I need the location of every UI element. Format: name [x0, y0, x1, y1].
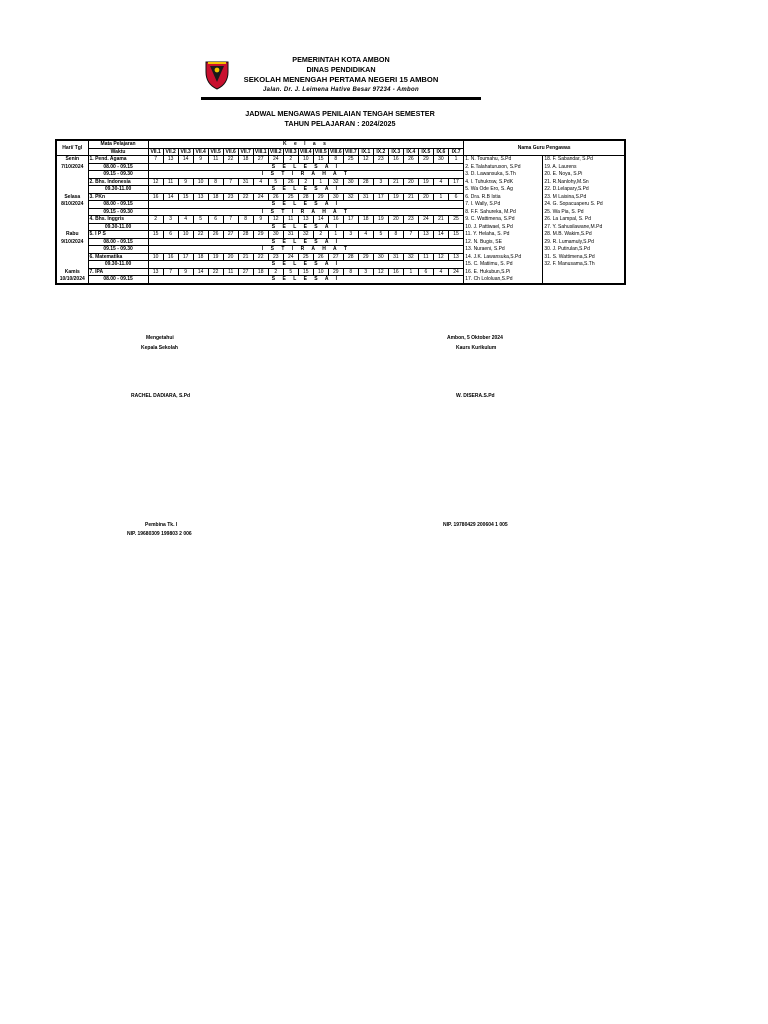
- table-row: [56, 193, 625, 201]
- supervisor-number: 26: [283, 178, 298, 186]
- supervisor-number: 1: [433, 193, 448, 201]
- signature-right-nip: NIP. 19780429 200604 1 005: [443, 522, 508, 528]
- supervisor-number: 8: [238, 216, 253, 224]
- time-cell: 08.00 - 09.15: [88, 238, 148, 246]
- class-header: IX.2: [373, 148, 388, 156]
- header-teachers: Nama Guru Pengawas: [464, 140, 625, 156]
- supervisor-number: 13: [193, 193, 208, 201]
- teacher-left: 16. E. Hukubun,S.Pi: [464, 268, 543, 276]
- day-cell: [56, 208, 88, 216]
- table-row: [56, 231, 625, 239]
- class-header: VIII.3: [284, 148, 297, 155]
- supervisor-number: 22: [253, 253, 268, 261]
- time-cell: 09.15 - 09.30: [88, 171, 148, 179]
- supervisor-number: 11: [223, 268, 238, 276]
- supervisor-number: 5: [373, 231, 388, 239]
- supervisor-number: 7: [403, 231, 418, 239]
- class-header: VII.1: [148, 148, 163, 156]
- supervisor-number: 15: [178, 193, 193, 201]
- supervisor-number: 29: [418, 156, 433, 164]
- supervisor-number: 15: [313, 156, 328, 164]
- teacher-left: 5. Wa Ode Ero, S. Ag: [464, 186, 543, 194]
- supervisor-number: 24: [283, 253, 298, 261]
- supervisor-number: 18: [193, 253, 208, 261]
- supervisor-number: 6: [448, 193, 463, 201]
- supervisor-number: 23: [223, 193, 238, 201]
- day-cell: 9/10/2024: [56, 238, 88, 246]
- supervisor-number: 11: [418, 253, 433, 261]
- teacher-left: 14. J.K. Lawansuka,S.Pd: [464, 253, 543, 261]
- table-header-row: [56, 140, 625, 148]
- teacher-left: 6. Dra. R.B Istia: [464, 193, 543, 201]
- class-header: IX.7: [448, 148, 463, 156]
- supervisor-number: 4: [358, 231, 373, 239]
- supervisor-number: 26: [313, 253, 328, 261]
- class-header: VIII.4: [299, 148, 312, 155]
- day-cell: [56, 223, 88, 231]
- teacher-left: 9. C. Wattimena, S.Pd: [464, 216, 543, 224]
- header-kelas: K e l a s: [148, 140, 464, 148]
- teacher-left: 7. I. Wally, S.Pd: [464, 201, 543, 209]
- supervisor-number: 12: [358, 156, 373, 164]
- teacher-right: 30. J. Putirulan,S.Pd: [543, 246, 625, 254]
- table-row: [56, 171, 625, 179]
- supervisor-number: 10: [178, 231, 193, 239]
- class-header: VIII.1: [254, 148, 267, 155]
- subject-cell: 6. Matematika: [88, 253, 148, 261]
- supervisor-number: 4: [433, 268, 448, 276]
- supervisor-number: 28: [298, 193, 313, 201]
- signature-left-caption1: Mengetahui: [146, 335, 174, 341]
- supervisor-number: 2: [148, 216, 163, 224]
- teacher-left: 13. Nuraeni, S.Pd: [464, 246, 543, 254]
- supervisor-number: 23: [403, 216, 418, 224]
- supervisor-number: 32: [328, 178, 343, 186]
- supervisor-number: 7: [223, 216, 238, 224]
- supervisor-number: 6: [208, 216, 223, 224]
- signature-right-place-date: Ambon, 5 Oktober 2024: [447, 335, 503, 341]
- table-row: [56, 223, 625, 231]
- header-time: Waktu: [88, 148, 148, 156]
- teacher-left: 1. N. Toumahu, S.Pd: [464, 156, 543, 164]
- time-cell: 09.30-11.00: [88, 186, 148, 194]
- teacher-right: [543, 276, 625, 284]
- supervisor-number: 18: [358, 216, 373, 224]
- supervisor-number: 8: [328, 156, 343, 164]
- teacher-right: 25. Wa Pia, S. Pd: [543, 208, 625, 216]
- supervisor-number: 19: [418, 178, 433, 186]
- teacher-right: 32. F. Manusama,S.Th: [543, 261, 625, 269]
- teacher-right: 22. D.Lelapary,S.Pd: [543, 186, 625, 194]
- table-row: [56, 268, 625, 276]
- letterhead-school: SEKOLAH MENENGAH PERTAMA NEGERI 15 AMBON: [243, 75, 439, 84]
- status-note: S E L E S A I: [148, 276, 464, 284]
- schedule-table: [55, 139, 626, 285]
- supervisor-number: 16: [388, 156, 403, 164]
- class-header: VII.2: [163, 148, 178, 156]
- supervisor-number: 2: [298, 178, 313, 186]
- signature-left-nip: NIP. 19680309 199803 2 006: [127, 531, 192, 537]
- table-row: [56, 261, 625, 269]
- table-row: [56, 186, 625, 194]
- supervisor-number: 21: [388, 178, 403, 186]
- supervisor-number: 21: [238, 253, 253, 261]
- supervisor-number: 1: [328, 231, 343, 239]
- supervisor-number: 19: [208, 253, 223, 261]
- supervisor-number: 25: [283, 193, 298, 201]
- supervisor-number: 15: [148, 231, 163, 239]
- supervisor-number: 14: [178, 156, 193, 164]
- supervisor-number: 30: [328, 193, 343, 201]
- table-row: [56, 163, 625, 171]
- class-header: VII.7: [238, 148, 253, 156]
- supervisor-number: 25: [298, 253, 313, 261]
- day-cell: [56, 216, 88, 224]
- status-note: I S T I R A H A T: [148, 208, 464, 216]
- supervisor-number: 13: [298, 216, 313, 224]
- day-cell: Rabu: [56, 231, 88, 239]
- supervisor-number: 7: [223, 178, 238, 186]
- supervisor-number: 8: [208, 178, 223, 186]
- supervisor-number: 27: [238, 268, 253, 276]
- supervisor-number: 9: [193, 156, 208, 164]
- supervisor-number: 23: [268, 253, 283, 261]
- table-row: [56, 238, 625, 246]
- supervisor-number: 4: [433, 178, 448, 186]
- supervisor-number: 17: [448, 178, 463, 186]
- time-cell: 08.00 - 09.15: [88, 201, 148, 209]
- signature-left-caption2: Kepala Sekolah: [141, 345, 178, 351]
- supervisor-number: 14: [313, 216, 328, 224]
- supervisor-number: 32: [343, 193, 358, 201]
- teacher-left: 4. I. Tuhukrsw, S.PdK: [464, 178, 543, 186]
- time-cell: 09.15 - 09.30: [88, 246, 148, 254]
- class-header: VIII.6: [329, 148, 342, 155]
- supervisor-number: 6: [163, 231, 178, 239]
- supervisor-number: 28: [238, 231, 253, 239]
- supervisor-number: 9: [178, 178, 193, 186]
- supervisor-number: 7: [148, 156, 163, 164]
- letterhead-divider: [201, 97, 481, 100]
- supervisor-number: 16: [163, 253, 178, 261]
- supervisor-number: 10: [313, 268, 328, 276]
- supervisor-number: 7: [163, 268, 178, 276]
- day-cell: Senin: [56, 156, 88, 164]
- supervisor-number: 5: [268, 178, 283, 186]
- teacher-left: 15. C. Matiimu, S. Pd: [464, 261, 543, 269]
- supervisor-number: 15: [298, 268, 313, 276]
- day-cell: 10/10/2024: [56, 276, 88, 284]
- supervisor-number: 8: [388, 231, 403, 239]
- status-note: S E L E S A I: [148, 223, 464, 231]
- signature-left-name: RACHEL DADIARA, S.Pd: [131, 393, 191, 399]
- day-cell: [56, 178, 88, 186]
- supervisor-number: 32: [403, 253, 418, 261]
- supervisor-number: 13: [418, 231, 433, 239]
- supervisor-number: 19: [388, 193, 403, 201]
- class-header: IX.5: [418, 148, 433, 156]
- class-header: VIII.2: [269, 148, 282, 155]
- teacher-left: 12. N. Bugis, SE: [464, 238, 543, 246]
- day-cell: [56, 261, 88, 269]
- class-header: VII.3: [178, 148, 193, 156]
- table-row: [56, 156, 625, 164]
- class-header: IX.3: [388, 148, 403, 156]
- table-row: [56, 216, 625, 224]
- supervisor-number: 30: [343, 178, 358, 186]
- teacher-right: [543, 268, 625, 276]
- day-cell: [56, 171, 88, 179]
- subject-cell: 2. Bhs. Indonesia: [88, 178, 148, 186]
- supervisor-number: 17: [373, 193, 388, 201]
- class-header: VII.6: [223, 148, 238, 156]
- supervisor-number: 27: [253, 156, 268, 164]
- table-row: [56, 246, 625, 254]
- class-header: VIII.5: [314, 148, 327, 155]
- supervisor-number: 24: [418, 216, 433, 224]
- letterhead-government: PEMERINTAH KOTA AMBON: [292, 55, 390, 64]
- supervisor-number: 31: [388, 253, 403, 261]
- supervisor-number: 1: [403, 268, 418, 276]
- class-header: VIII.7: [344, 148, 357, 155]
- teacher-right: 18. F. Sabandar, S.Pd: [543, 156, 625, 164]
- supervisor-number: 31: [238, 178, 253, 186]
- supervisor-number: 18: [238, 156, 253, 164]
- table-row: [56, 276, 625, 284]
- status-note: S E L E S A I: [148, 261, 464, 269]
- supervisor-number: 1: [448, 156, 463, 164]
- status-note: S E L E S A I: [148, 238, 464, 246]
- supervisor-number: 6: [418, 268, 433, 276]
- supervisor-number: 18: [253, 268, 268, 276]
- teacher-right: 21. R.Nanlohy,M.Sn: [543, 178, 625, 186]
- supervisor-number: 20: [223, 253, 238, 261]
- teacher-left: 10. J. Pattiwael, S.Pd: [464, 223, 543, 231]
- supervisor-number: 19: [373, 216, 388, 224]
- supervisor-number: 2: [283, 156, 298, 164]
- supervisor-number: 24: [268, 156, 283, 164]
- time-cell: 08.00 - 09.15: [88, 276, 148, 284]
- supervisor-number: 23: [373, 156, 388, 164]
- subject-cell: 7. IPA: [88, 268, 148, 276]
- status-note: I S T I R A H A T: [148, 171, 464, 179]
- supervisor-number: 25: [343, 156, 358, 164]
- teacher-left: 2. E.Talahaturuson, S.Pd: [464, 163, 543, 171]
- time-cell: 09.15 - 09.30: [88, 208, 148, 216]
- supervisor-number: 14: [433, 231, 448, 239]
- supervisor-number: 11: [208, 156, 223, 164]
- supervisor-number: 28: [343, 253, 358, 261]
- supervisor-number: 21: [433, 216, 448, 224]
- signature-right-caption: Kaurs Kurikulum: [456, 345, 497, 351]
- teacher-right: 31. S. Wattimena,S.Pd: [543, 253, 625, 261]
- title-line2: TAHUN PELAJARAN : 2024/2025: [284, 119, 396, 128]
- supervisor-number: 12: [148, 178, 163, 186]
- supervisor-number: 14: [193, 268, 208, 276]
- table-row: [56, 178, 625, 186]
- teacher-right: 19. A. Laurens: [543, 163, 625, 171]
- supervisor-number: 4: [178, 216, 193, 224]
- class-header: IX.1: [358, 148, 373, 156]
- status-note: S E L E S A I: [148, 186, 464, 194]
- supervisor-number: 9: [178, 268, 193, 276]
- supervisor-number: 2: [313, 231, 328, 239]
- supervisor-number: 2: [268, 268, 283, 276]
- day-cell: 8/10/2024: [56, 201, 88, 209]
- day-cell: Selasa: [56, 193, 88, 201]
- teacher-right: 29. R. Lumamuly,S.Pd: [543, 238, 625, 246]
- subject-cell: 5. I P S: [88, 231, 148, 239]
- supervisor-number: 22: [208, 268, 223, 276]
- signature-right-name: W. DISERA.S.Pd: [456, 393, 495, 399]
- supervisor-number: 12: [433, 253, 448, 261]
- teacher-right: 26. La Lampal, S. Pd: [543, 216, 625, 224]
- subject-cell: 4. Bhs. Inggris: [88, 216, 148, 224]
- supervisor-number: 3: [163, 216, 178, 224]
- supervisor-number: 22: [193, 231, 208, 239]
- supervisor-number: 16: [388, 268, 403, 276]
- supervisor-number: 17: [178, 253, 193, 261]
- supervisor-number: 11: [163, 178, 178, 186]
- supervisor-number: 32: [298, 231, 313, 239]
- supervisor-number: 14: [163, 193, 178, 201]
- supervisor-number: 13: [163, 156, 178, 164]
- class-header: IX.6: [433, 148, 448, 156]
- subject-cell: 3. PKn: [88, 193, 148, 201]
- subject-cell: 1. Pend. Agama: [88, 156, 148, 164]
- supervisor-number: 30: [268, 231, 283, 239]
- day-cell: [56, 186, 88, 194]
- supervisor-number: 21: [403, 193, 418, 201]
- supervisor-number: 28: [358, 178, 373, 186]
- signature-left-rank: Pembina Tk. I: [145, 522, 178, 528]
- supervisor-number: 3: [358, 268, 373, 276]
- supervisor-number: 12: [373, 268, 388, 276]
- time-cell: 09.30-11.00: [88, 261, 148, 269]
- supervisor-number: 16: [328, 216, 343, 224]
- table-row: [56, 208, 625, 216]
- letterhead-department: DINAS PENDIDIKAN: [306, 65, 376, 74]
- table-row: [56, 201, 625, 209]
- class-header: IX.4: [403, 148, 418, 156]
- teacher-left: 11. Y. Helaha, S. Pd: [464, 231, 543, 239]
- time-cell: 09.30-11.00: [88, 223, 148, 231]
- teacher-left: 3. D. Lawansuka, S.Th: [464, 171, 543, 179]
- letterhead-address: Jalan. Dr. J. Leimena Hative Besar 97234 - Ambon: [263, 87, 419, 93]
- teacher-right: 23. M Laisina,S.Pd: [543, 193, 625, 201]
- supervisor-number: 27: [328, 253, 343, 261]
- supervisor-number: 29: [313, 193, 328, 201]
- supervisor-number: 3: [343, 231, 358, 239]
- supervisor-number: 25: [448, 216, 463, 224]
- supervisor-number: 16: [148, 193, 163, 201]
- document-title: [200, 109, 480, 129]
- supervisor-number: 29: [253, 231, 268, 239]
- supervisor-number: 30: [433, 156, 448, 164]
- supervisor-number: 22: [238, 193, 253, 201]
- supervisor-number: 29: [358, 253, 373, 261]
- supervisor-number: 20: [418, 193, 433, 201]
- day-cell: 7/10/2024: [56, 163, 88, 171]
- status-note: S E L E S A I: [148, 163, 464, 171]
- supervisor-number: 24: [448, 268, 463, 276]
- day-cell: [56, 246, 88, 254]
- table-row: [56, 253, 625, 261]
- teacher-right: 27. Y. Sahusilawane,M.Pd: [543, 223, 625, 231]
- supervisor-number: 13: [148, 268, 163, 276]
- supervisor-number: 20: [403, 178, 418, 186]
- supervisor-number: 24: [253, 193, 268, 201]
- supervisor-number: 10: [148, 253, 163, 261]
- teacher-right: 20. E. Noya, S.Pi: [543, 171, 625, 179]
- status-note: S E L E S A I: [148, 201, 464, 209]
- supervisor-number: 26: [268, 193, 283, 201]
- supervisor-number: 17: [343, 216, 358, 224]
- supervisor-number: 29: [328, 268, 343, 276]
- supervisor-number: 11: [283, 216, 298, 224]
- supervisor-number: 8: [343, 268, 358, 276]
- teacher-right: 24. G. Sopacuaperu S. Pd: [543, 201, 625, 209]
- supervisor-number: 5: [193, 216, 208, 224]
- supervisor-number: 31: [358, 193, 373, 201]
- supervisor-number: 26: [208, 231, 223, 239]
- teacher-right: 28. M.B. Wakim,S.Pd: [543, 231, 625, 239]
- supervisor-number: 5: [283, 268, 298, 276]
- supervisor-number: 9: [253, 216, 268, 224]
- supervisor-number: 3: [373, 178, 388, 186]
- supervisor-number: 22: [223, 156, 238, 164]
- supervisor-number: 13: [448, 253, 463, 261]
- supervisor-number: 1: [313, 178, 328, 186]
- status-note: I S T I R A H A T: [148, 246, 464, 254]
- supervisor-number: 12: [268, 216, 283, 224]
- header-subject: Mata Pelajaran: [88, 140, 148, 148]
- letterhead: [200, 55, 482, 95]
- teacher-left: 8. F.F. Sahureka, M.Pd: [464, 208, 543, 216]
- supervisor-number: 10: [298, 156, 313, 164]
- class-header: VII.5: [208, 148, 223, 156]
- supervisor-number: 10: [193, 178, 208, 186]
- supervisor-number: 26: [403, 156, 418, 164]
- supervisor-number: 4: [253, 178, 268, 186]
- supervisor-number: 27: [223, 231, 238, 239]
- supervisor-number: 18: [208, 193, 223, 201]
- day-cell: Kamis: [56, 268, 88, 276]
- time-cell: 08.00 - 09.15: [88, 163, 148, 171]
- class-header: VII.4: [193, 148, 208, 156]
- header-day: Hari/ Tgl: [56, 140, 88, 156]
- day-cell: [56, 253, 88, 261]
- supervisor-number: 15: [448, 231, 463, 239]
- supervisor-number: 31: [283, 231, 298, 239]
- supervisor-number: 20: [388, 216, 403, 224]
- supervisor-number: 30: [373, 253, 388, 261]
- title-line1: JADWAL MENGAWAS PENILAIAN TENGAH SEMESTER: [245, 109, 435, 118]
- teacher-left: 17. Ch Lololuan,S.Pd: [464, 276, 543, 284]
